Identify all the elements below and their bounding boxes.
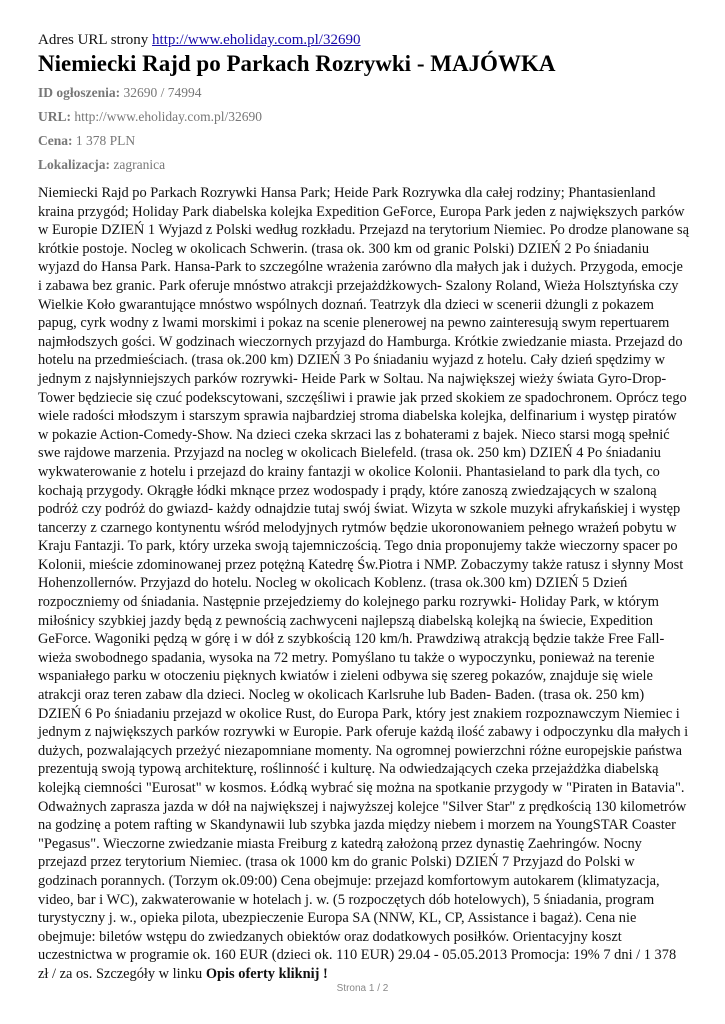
meta-id-label: ID ogłoszenia: bbox=[38, 85, 121, 100]
source-url-line bbox=[38, 30, 690, 50]
page-title: Niemiecki Rajd po Parkach Rozrywki - MAJÓWKA bbox=[38, 51, 556, 76]
meta-location-value: zagranica bbox=[113, 157, 166, 172]
meta-location-label: Lokalizacja: bbox=[38, 157, 110, 172]
meta-id bbox=[38, 84, 690, 102]
meta-price-value: 1 378 PLN bbox=[75, 133, 136, 148]
meta-id-value: 32690 / 74994 bbox=[123, 85, 202, 100]
meta-price bbox=[38, 132, 690, 150]
meta-url-value: http://www.eholiday.com.pl/32690 bbox=[74, 109, 262, 124]
page-number-footer: Strona 1 / 2 bbox=[336, 983, 389, 994]
offer-description-text: Niemiecki Rajd po Parkach Rozrywki Hansa Park; Heide Park Rozrywka dla całej rodziny; Phantasienland kraina przygód; Holiday Park diabelska kolejka Expedition GeForce, Europa Park jeden z największych parków w Europie DZIEŃ 1 Wyjazd z Polski według rozkładu. Przejazd na terytorium Niemiec. Po drodze planowane są krótkie postoje. Nocleg w okolicach Schwerin. (trasa ok. 300 km od granic Polski) DZIEŃ 2 Po śniadaniu wyjazd do Hansa Park. Hansa-Park to szczególne wrażenia zarówno dla małych jak i dużych. Przygoda, emocje i zabawa bez granic. Park oferuje mnóstwo atrakcji przejażdżkowych- Szalony Roland, Wieża Holsztyńska czy Wielkie Koło gwarantujące mnóstwo wspólnych doznań. Teatrzyk dla dzieci w scenerii dżungli z pokazem papug, cyrk wodny z lwami morskimi i pokaz na scenie plenerowej na pewno zainteresują swym repertuarem najmłodszych gości. W godzinach wieczornych przyjazd do Hamburga. Krótkie zwiedzanie miasta. Przejazd do hotelu na przedmieściach. (trasa ok.200 km) DZIEŃ 3 Po śniadaniu wyjazd z hotelu. Cały dzień spędzimy w jednym z najsłynniejszych parków rozrywki- Heide Park w Soltau. Na największej wieży świata Gyro-Drop-Tower będziecie się czuć podekscytowani, szczęśliwi i prawie jak przed skokiem ze spadochronem. Oprócz tego wiele radości młodszym i starszym sprawia najbardziej stroma diabelska kolejka, delfinarium i występ piratów w pokazie Action-Comedy-Show. Na dzieci czeka skrzaci las z bohaterami z bajek. Nieco starsi mogą spełnić swe rajdowe marzenia. Przyjazd na nocleg w okolicach Bielefeld. (trasa ok. 250 km) DZIEŃ 4 Po śniadaniu wykwaterowanie z hotelu i przejazd do krainy fantazji w okolice Kolonii. Phantasieland to park dla tych, co kochają przygody. Okrągłe łódki mknące przez wodospady i prądy, które zanoszą zwiedzających w szaloną podróż czy podróż do gwiazd- każdy odnajdzie tutaj swój świat. Wizyta w szkole muzyki afrykańskiej i występ tancerzy z czarnego kontynentu wśród melodyjnych rytmów będzie ukoronowaniem pełnego wrażeń pobytu w Kraju Fantazji. To park, który urzeka swoją tajemniczością. Tego dnia proponujemy także wieczorny spacer po Kolonii, mieście zdominowanej przez potężną Katedrę Św.Piotra i NMP. Zobaczymy także ratusz i słynny Most Hohenzollernów. Przyjazd do hotelu. Nocleg w okolicach Koblenz. (trasa ok.300 km) DZIEŃ 5 Dzień rozpoczniemy od śniadania. Następnie przejedziemy do kolejnego parku rozrywki- Holiday Park, w którym miłośnicy szybkiej jazdy będą z pewnością zachwyceni najlepszą diabelską kolejką na świecie, Expedition GeForce. Wagoniki pędzą w górę i w dół z szybkością 120 km/h. Prawdziwą atrakcją będzie także Free Fall- wieża swobodnego spadania, wysoka na 72 metry. Pomyślano tu także o wypoczynku, ponieważ na terenie wspaniałego parku w otoczeniu pięknych kwiatów i zieleni odbywa się szereg pokazów, znajduje się wiele atrakcji oraz teren zabaw dla dzieci. Nocleg w okolicach Karlsruhe lub Baden- Baden. (trasa ok. 250 km) DZIEŃ 6 Po śniadaniu przejazd w okolice Rust, do Europa Park, który jest znakiem rozpoznawczym Niemiec i jednym z największych parków rozrywki w Europie. Park oferuje każdą ilość zabawy i odpoczynku dla małych i dużych, pozwalających przeżyć niezapomniane momenty. Na ogromnej powierzchni różne europejskie państwa prezentują swoją typową architekturę, roślinność i kulturę. Na odwiedzających czeka przejażdżka diabelską kolejką ciemności "Eurosat" w kosmos. Łódką wybrać się można na spotkanie przygody w "Piraten in Batavia". Odważnych zaprasza jazda w dół na największej i najwyższej kolejce "Silver Star" z prędkością 130 kilometrów na godzinę a potem rafting w Skandynawii lub szybka jazda między niebem i morzem na YoungSTAR Coaster "Pegasus". Wieczorne zwiedzanie miasta Freiburg z katedrą założoną przez dynastię Zaehringów. Nocny przejazd przez terytorium Niemiec. (trasa ok 1000 km do granic Polski) DZIEŃ 7 Przyjazd do Polski w godzinach porannych. (Torzym ok.09:00) Cena obejmuje: przejazd komfortowym autokarem (klimatyzacja, video, bar i WC), zakwaterowanie w hotelach j. w. (5 rozpoczętych dób hotelowych), 5 śniadania, program turystyczny j. w., opieka pilota, ubezpieczenie Europa SA (NNW, KL, CP, Assistance i bagaż). Cena nie obejmuje: biletów wstępu do zwiedzanych obiektów oraz dodatkowych posiłków. Orientacyjny koszt uczestnictwa w programie ok. 160 EUR (dzieci ok. 110 EUR) 29.04 - 05.05.2013 Promocja: 19% 7 dni / 1 378 zł / za os. Szczegóły w linku bbox=[38, 185, 690, 982]
meta-url-label: URL: bbox=[38, 109, 71, 124]
meta-location bbox=[38, 156, 690, 174]
offer-description bbox=[38, 184, 690, 984]
offer-details-link[interactable]: Opis oferty kliknij ! bbox=[205, 965, 328, 982]
source-url-link[interactable]: http://www.eholiday.com.pl/32690 bbox=[152, 32, 361, 48]
source-url-label: Adres URL strony bbox=[38, 32, 149, 48]
meta-price-label: Cena: bbox=[38, 133, 73, 148]
document-page bbox=[38, 30, 690, 984]
meta-url bbox=[38, 108, 690, 126]
